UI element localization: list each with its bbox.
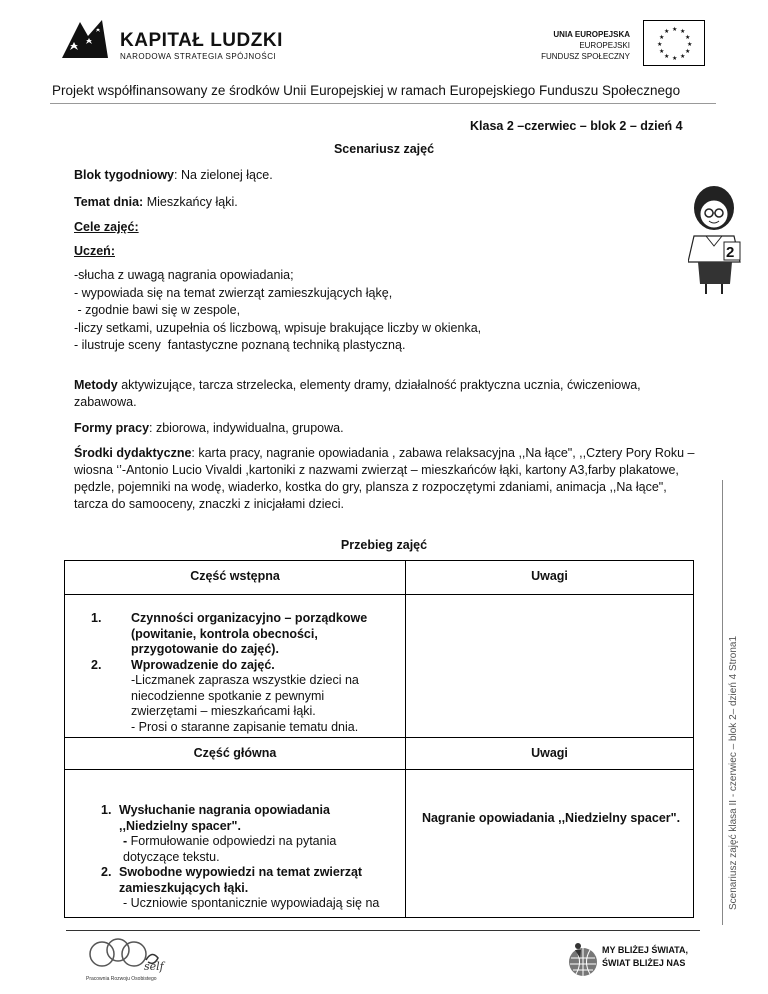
- eu-line-3: FUNDUSZ SPOŁECZNY: [541, 52, 630, 61]
- weekly-block-value: : Na zielonej łące.: [174, 168, 273, 182]
- kapital-ludzki-logo-icon: [58, 14, 112, 68]
- methods: [74, 377, 684, 411]
- main-item-dash: -: [123, 834, 131, 848]
- svg-text:★: ★: [680, 28, 686, 35]
- goal-item: -słucha z uwagą nagrania opowiadania;: [74, 268, 294, 282]
- topic-label: Temat dnia:: [74, 195, 144, 209]
- intro-items: [91, 611, 391, 735]
- main-column-header: Część główna: [193, 746, 277, 760]
- intro-item-description: -Liczmanek zaprasza wszystkie dzieci na niecodzienne spotkanie z pewnymi zwierzętami – mieszkańcami łąki. - Prosi o staranne zapisanie tematu dnia.: [131, 673, 359, 734]
- means-label: Środki dydaktyczne: [74, 446, 192, 460]
- table-title: Przebieg zajęć: [340, 538, 428, 552]
- table-row-divider: [65, 594, 693, 595]
- child-badge-number: 2: [726, 244, 735, 261]
- table-row-divider: [65, 769, 693, 770]
- main-note: Nagranie opowiadania ,,Niedzielny spacer".: [421, 811, 681, 825]
- intro-column-header: Część wstępna: [190, 569, 280, 583]
- weekly-block-label: Blok tygodniowy: [74, 168, 174, 182]
- footer-slogan: [602, 944, 688, 970]
- self-logo-caption: Pracownia Rozwoju Osobistego: [86, 976, 157, 982]
- footer-slogan-line-1: MY BLIŻEJ ŚWIATA,: [602, 945, 689, 955]
- main-item-description-wrap: [119, 834, 391, 865]
- goal-item: - wypowiada się na temat zwierząt zamieszkujących łąkę,: [74, 285, 393, 300]
- svg-text:★: ★: [657, 41, 663, 48]
- eu-line-1: UNIA EUROPEJSKA: [553, 30, 630, 39]
- main-notes-header: Uwagi: [531, 746, 568, 760]
- intro-item-text: Wprowadzenie do zajęć.: [131, 657, 275, 672]
- svg-text:★: ★: [664, 53, 670, 60]
- intro-item-text: Czynności organizacyjno – porządkowe (powitanie, kontrola obecności, przygotowanie do zajęć).: [131, 611, 368, 656]
- goal-item: -liczy setkami, uzupełnia oś liczbową, wpisuje brakujące liczby w okienka,: [74, 320, 482, 335]
- svg-text:self: self: [144, 960, 164, 973]
- lesson-plan-table: [64, 560, 694, 918]
- goals-heading: [74, 219, 714, 236]
- main-item-content: [119, 865, 391, 912]
- student-heading: [74, 243, 714, 260]
- intro-item-content: [131, 658, 391, 736]
- svg-text:★: ★: [685, 34, 691, 41]
- teaching-means: [74, 445, 699, 513]
- page-title: Scenariusz zajęć: [333, 142, 435, 156]
- list-item: [101, 865, 391, 912]
- list-item: [91, 658, 391, 736]
- globe-logo-icon: [566, 940, 600, 980]
- class-info: Klasa 2 –czerwiec – blok 2 – dzień 4: [470, 119, 683, 133]
- main-item-text: Swobodne wypowiedzi na temat zwierząt zamieszkujących łąki.: [119, 865, 363, 895]
- eu-flag-icon: [643, 20, 705, 66]
- topic-of-day: [74, 194, 714, 211]
- list-item: [91, 611, 391, 658]
- logo-title: KAPITAŁ LUDZKI: [120, 30, 283, 51]
- goals-label: Cele zajęć:: [74, 220, 139, 234]
- svg-text:★: ★: [672, 55, 678, 62]
- logo-subtitle: NARODOWA STRATEGIA SPÓJNOŚCI: [120, 52, 277, 61]
- project-funding-line: Projekt współfinansowany ze środków Unii Europejskiej w ramach Europejskiego Funduszu Społecznego: [52, 83, 681, 98]
- main-item-number: 1.: [101, 803, 112, 817]
- main-item-description: Formułowanie odpowiedzi na pytania dotyczące tekstu.: [123, 834, 337, 864]
- svg-text:★: ★: [685, 48, 691, 55]
- topic-value: Mieszkańcy łąki.: [143, 195, 238, 209]
- means-value: : karta pracy, nagranie opowiadania , zabawa relaksacyjna ,,Na łące", ,,Cztery Pory Roku – wiosna ‘’-Antonio Lucio Vivaldi ,kartoniki z nazwami zwierząt – mieszkańców łąki, kartony A3,farby plakatowe, pędzle, pojemniki na wodę, wiaderko, kostka do gry, plansza z rozpoczętymi zdaniami, animacja ,,Na łące", tarcza do samooceny, znaczki z inicjałami dzieci.: [74, 446, 695, 511]
- table-column-divider: [405, 561, 406, 917]
- eu-line-2: EUROPEJSKI: [579, 41, 630, 50]
- intro-item-number: 2.: [91, 657, 102, 672]
- main-item-text: Wysłuchanie nagrania opowiadania ,,Niedzielny spacer".: [119, 803, 330, 833]
- goals-list: [74, 267, 481, 355]
- svg-text:★: ★: [659, 48, 665, 55]
- main-items: [101, 803, 391, 912]
- footer-divider: [66, 930, 700, 931]
- svg-text:★: ★: [664, 28, 670, 35]
- footer-slogan-line-2: ŚWIAT BLIŻEJ NAS: [602, 958, 686, 968]
- svg-text:★: ★: [659, 34, 665, 41]
- methods-value: aktywizujące, tarcza strzelecka, elementy dramy, działalność praktyczna ucznia, ćwiczeniowa, zabawowa.: [74, 378, 641, 409]
- intro-item-number: 1.: [91, 611, 102, 625]
- goal-item: - ilustruje sceny fantastyczne poznaną techniką plastyczną.: [74, 338, 406, 352]
- svg-text:★: ★: [680, 53, 686, 60]
- main-item-description: - Uczniowie spontanicznie wypowiadają się na: [123, 896, 380, 910]
- table-row-divider: [65, 737, 693, 738]
- notes-column-header: Uwagi: [531, 569, 568, 583]
- svg-text:★: ★: [687, 41, 693, 48]
- svg-text:★: ★: [672, 26, 678, 33]
- weekly-block: [74, 167, 714, 184]
- forms-label: Formy pracy: [74, 421, 150, 435]
- main-item-content: [119, 803, 391, 865]
- main-item-number: 2.: [101, 865, 112, 879]
- methods-label: Metody: [74, 378, 118, 392]
- forms-value: : zbiorowa, indywidualna, grupowa.: [149, 421, 344, 435]
- header-divider: [50, 103, 716, 104]
- goal-item: - zgodnie bawi się w zespole,: [74, 303, 241, 317]
- work-forms: [74, 420, 714, 437]
- eu-caption: [540, 29, 630, 62]
- student-label: Uczeń:: [74, 244, 115, 258]
- side-page-label: Scenariusz zajęć klasa II - czerwiec – blok 2– dzień 4 Strona1: [728, 635, 739, 910]
- list-item: [101, 803, 391, 865]
